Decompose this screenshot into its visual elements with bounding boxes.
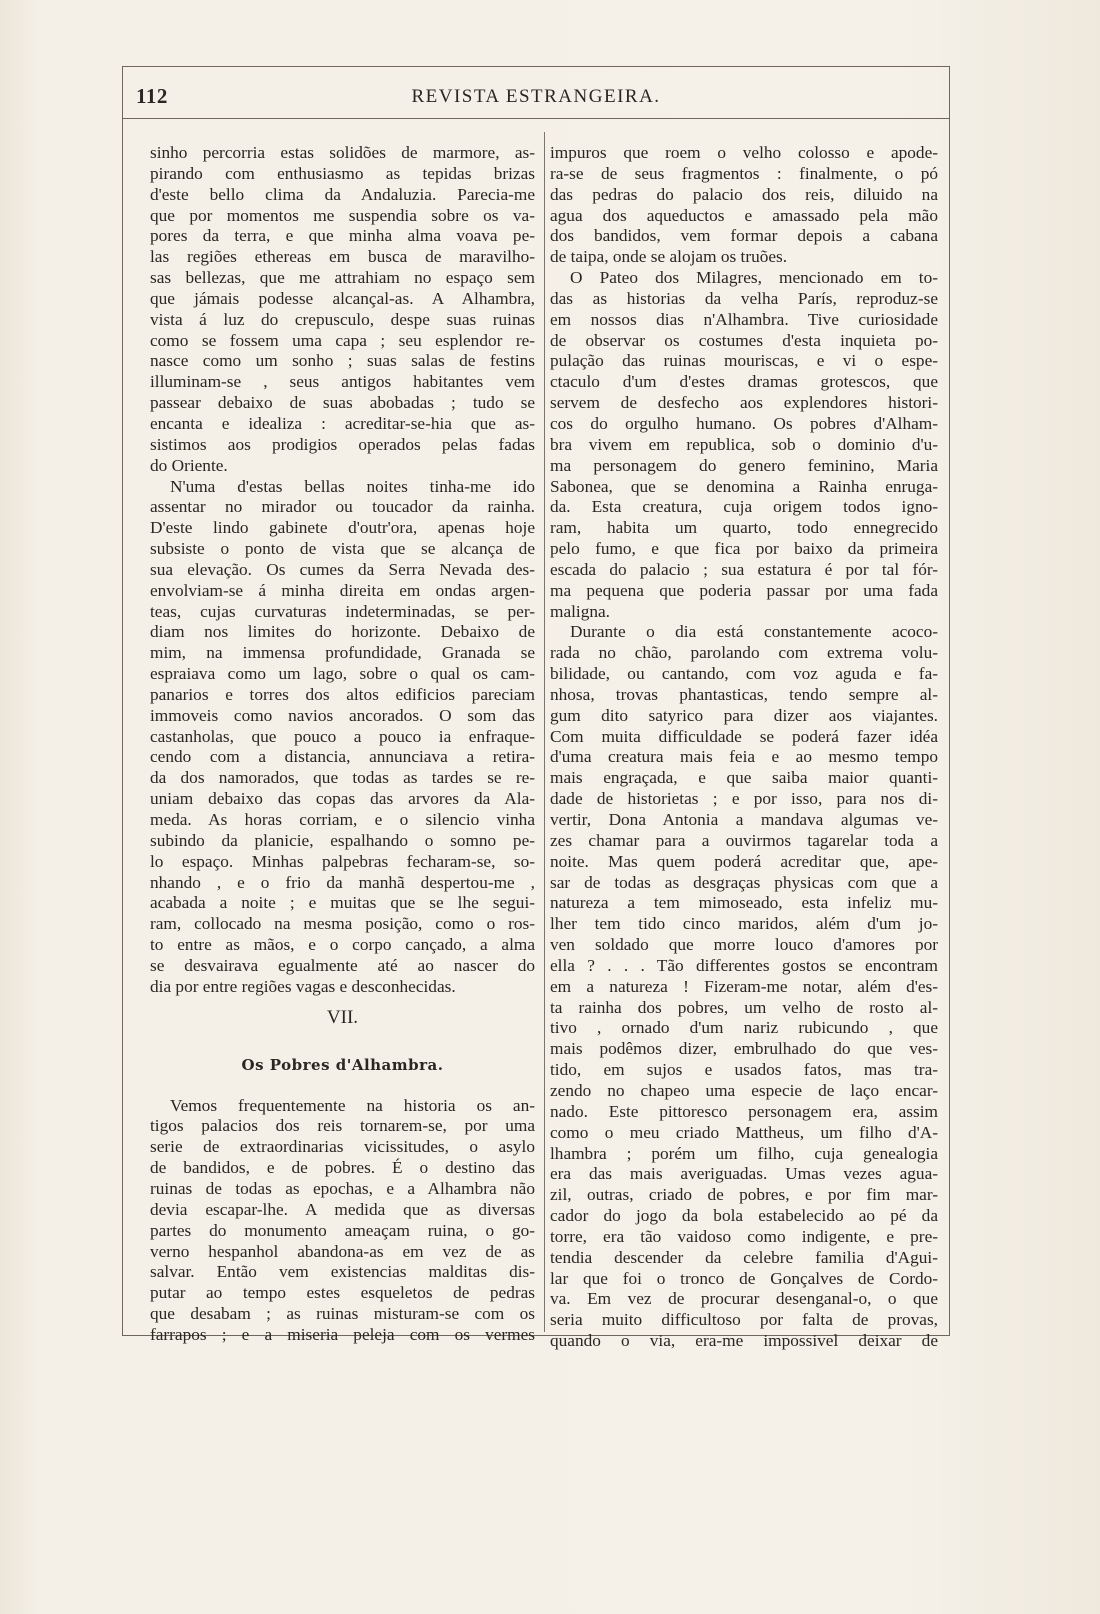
left-column — [150, 143, 535, 1346]
text-line: subsiste o ponto de vista que se alcança de — [150, 539, 535, 559]
text-line: se desvairava egualmente até ao nascer do — [150, 955, 535, 975]
text-line: encanta e idealiza : acreditar-se-hia que as- — [150, 413, 535, 433]
text-line: tivo , ornado d'um nariz rubicundo , que — [550, 1018, 938, 1038]
text-line: envolviam-se á minha direita em ondas argen- — [150, 580, 535, 600]
text-line: castanholas, que pouco a pouco ia enfraque- — [150, 726, 535, 746]
text-line: Com muita difficuldade se poderá fazer idéa — [550, 726, 938, 746]
section-title: Os Pobres d'Alhambra. — [241, 1055, 444, 1074]
text-line: panarios e torres dos altos edificios pareciam — [150, 684, 535, 704]
left-paragraph-3 — [150, 1096, 535, 1346]
text-line: maligna. — [550, 601, 610, 621]
text-line: nado. Este pittoresco personagem era, assim — [550, 1101, 938, 1121]
header-rule — [122, 118, 950, 119]
running-title: REVISTA ESTRANGEIRA. — [411, 86, 661, 107]
text-line: zes chamar para a ouvirmos tagarelar toda a — [550, 830, 938, 850]
text-line: natureza a tem mimoseado, esta infeliz mu- — [550, 893, 938, 913]
left-paragraph-1 — [150, 143, 535, 477]
text-line: de taipa, onde se alojam os truões. — [550, 247, 788, 267]
text-line: era das mais averiguadas. Umas vezes agua- — [550, 1164, 938, 1184]
text-line: cos do orgulho humano. Os pobres d'Alham- — [550, 413, 938, 433]
text-line: subindo da planicie, espalhando o somno pe- — [150, 830, 535, 850]
text-line: ram, habita um quarto, todo ennegrecido — [550, 518, 938, 538]
text-line: O Pateo dos Milagres, mencionado em to- — [570, 268, 938, 288]
text-line: mim, na immensa profundidade, Granada se — [150, 643, 535, 663]
left-paragraph-2 — [150, 477, 535, 998]
text-line: de observar os costumes d'esta inquieta po- — [550, 330, 938, 350]
text-line: verno hespanhol abandona-as em vez de as — [150, 1241, 535, 1261]
text-line: ma pequena que poderia passar por uma fada — [550, 580, 938, 600]
text-line: pores da terra, e que minha alma voava pe- — [150, 226, 535, 246]
text-line: acabada a noite ; e muitas que se lhe segui- — [150, 893, 535, 913]
text-line: da dos namorados, que todas as tardes se re- — [150, 768, 535, 788]
text-line: gum dito satyrico para dizer aos viajantes. — [550, 705, 938, 725]
page-number: 112 — [136, 84, 168, 108]
text-line: immoveis como navios ancorados. O som das — [150, 705, 535, 725]
text-line: ra-se de seus fragmentos : finalmente, o pó — [550, 163, 938, 183]
text-line: assentar no mirador ou toucador da rainha. — [150, 497, 535, 517]
text-line: em a natureza ! Fizeram-me notar, além d'es- — [550, 976, 938, 996]
text-line: cador do jogo da bola estabelecido ao pé da — [550, 1206, 938, 1226]
text-line: que desabam ; as ruinas misturam-se com os — [150, 1304, 535, 1324]
text-line: sistimos aos prodigios operados pelas fadas — [150, 434, 535, 454]
text-line: impuros que roem o velho colosso e apode- — [550, 143, 938, 162]
text-line: Vemos frequentemente na historia os an- — [170, 1095, 535, 1115]
text-line: ma personagem do genero feminino, Maria — [550, 455, 938, 475]
text-line: teas, cujas curvaturas indeterminadas, se per- — [150, 601, 535, 621]
text-line: dos bandidos, vem formar depois a cabana — [550, 226, 938, 246]
text-line: tendia descender da celebre familia d'Agui- — [550, 1247, 938, 1267]
text-line: dia por entre regiões vagas e desconhecidas. — [150, 976, 456, 996]
text-line: devia escapar-lhe. A medida que as diversas — [150, 1199, 535, 1219]
text-line: rada no chão, parolando com extrema volu- — [550, 643, 938, 663]
text-line: sas bellezas, que me attrahiam no espaço sem — [150, 268, 535, 288]
text-line: quando o via, era-me impossivel deixar de — [550, 1331, 938, 1351]
text-line: da. Esta creatura, cuja origem todos igno- — [550, 497, 938, 517]
right-column — [550, 143, 938, 1352]
text-line: to entre as mãos, e o corpo cançado, a alma — [150, 935, 535, 955]
text-line: noite. Mas quem poderá acreditar que, ape- — [550, 851, 938, 871]
text-line: mais engraçada, e que saiba maior quanti- — [550, 768, 938, 788]
text-line: servem de desfecho aos explendores histori- — [550, 393, 938, 413]
text-line: de bandidos, e de pobres. É o destino das — [150, 1158, 535, 1178]
text-line: como se fossem uma capa ; seu esplendor re- — [150, 330, 535, 350]
text-line: vista á luz do crepusculo, despe suas ruinas — [150, 309, 535, 329]
text-line: tido, em sujos e usados fatos, mas tra- — [550, 1060, 938, 1080]
text-line: bra vivem em republica, sob o dominio d'u- — [550, 434, 938, 454]
text-line: lhambra ; porém um filho, cuja genealogia — [550, 1143, 938, 1163]
text-line: pulação das ruinas mouriscas, e vi o espe- — [550, 351, 938, 371]
text-line: ella ? . . . Tão differentes gostos se encontram — [550, 955, 938, 975]
text-line: escada do palacio ; sua estatura é por tal fór- — [550, 559, 938, 579]
text-line: va. Em vez de procurar desenganal-o, o que — [550, 1289, 938, 1309]
text-line: lher tem tido cinco maridos, além d'um jo- — [550, 914, 938, 934]
text-line: ctaculo d'um d'estes dramas grotescos, que — [550, 372, 938, 392]
text-line: pirando com enthusiasmo as tepidas brizas — [150, 163, 535, 183]
right-paragraph-1 — [550, 143, 938, 268]
running-header — [122, 80, 950, 110]
text-line: lo espaço. Minhas palpebras fecharam-se, so- — [150, 851, 535, 871]
text-line: Durante o dia está constantemente acoco- — [570, 622, 938, 642]
text-line: dade de historietas ; e por isso, para nos di- — [550, 789, 938, 809]
column-divider — [544, 132, 545, 1332]
text-line: mais podêmos dizer, embrulhado do que ves- — [550, 1039, 938, 1059]
text-line: partes do monumento ameaçam ruina, o go- — [150, 1220, 535, 1240]
right-paragraph-2 — [550, 268, 938, 622]
text-line: nhando , e o frio da manhã despertou-me , — [150, 872, 535, 892]
text-line: serie de extraordinarias vicissitudes, o asylo — [150, 1137, 535, 1157]
text-line: das as historias da velha París, reproduz-se — [550, 288, 938, 308]
text-line: agua dos aqueductos e amassado pela mão — [550, 205, 938, 225]
text-line: das pedras do palacio dos reis, diluido na — [550, 184, 938, 204]
text-line: do Oriente. — [150, 455, 228, 475]
text-line: bilidade, ou cantando, com voz aguda e fa- — [550, 664, 938, 684]
text-line: uniam debaixo das copas das arvores da Ala- — [150, 789, 535, 809]
text-line: que por momentos me suspendia sobre os va- — [150, 205, 535, 225]
text-line: pelo fumo, e que fica por baixo da primeira — [550, 539, 938, 559]
text-line: d'este bello clima da Andaluzia. Parecia-me — [150, 184, 535, 204]
text-line: nasce como um sonho ; suas salas de festins — [150, 351, 535, 371]
text-line: espraiava como um lago, sobre o qual os cam- — [150, 664, 535, 684]
text-line: passear debaixo de suas abobadas ; tudo se — [150, 393, 535, 413]
text-line: que jámais podesse alcançal-as. A Alhambra, — [150, 288, 535, 308]
text-line: torre, era tão vaidoso como indigente, e pre- — [550, 1226, 938, 1246]
text-line: d'uma creatura mais feia e ao mesmo tempo — [550, 747, 938, 767]
text-line: ta rainha dos pobres, um velho de rosto al- — [550, 997, 938, 1017]
section-number: VII. — [326, 1006, 359, 1028]
text-line: zendo no chapeo uma especie de laço encar- — [550, 1080, 938, 1100]
text-line: ram, collocado na mesma posição, como o ros- — [150, 914, 535, 934]
text-line: como o meu criado Mattheus, um filho d'A- — [550, 1122, 938, 1142]
text-line: las regiões ethereas em busca de maravilho- — [150, 247, 535, 267]
text-line: farrapos ; e a miseria peleja com os vermes — [150, 1324, 535, 1344]
text-line: ven soldado que morre louco d'amores por — [550, 935, 938, 955]
text-line: tigos palacios dos reis tornarem-se, por uma — [150, 1116, 535, 1136]
text-line: seria muito difficultoso por falta de provas, — [550, 1310, 938, 1330]
text-line: Sabonea, que se denomina a Rainha enruga- — [550, 476, 938, 496]
text-line: diam nos limites do horizonte. Debaixo de — [150, 622, 535, 642]
text-line: sar de todas as desgraças physicas com que a — [550, 872, 938, 892]
text-line: nhosa, trovas phantasticas, tendo sempre al- — [550, 684, 938, 704]
text-line: N'uma d'estas bellas noites tinha-me ido — [170, 476, 535, 496]
text-line: em nossos dias n'Alhambra. Tive curiosidade — [550, 309, 938, 329]
text-line: sua elevação. Os cumes da Serra Nevada des- — [150, 559, 535, 579]
right-paragraph-3 — [550, 622, 938, 1352]
text-line: putar ao tempo estes esqueletos de pedras — [150, 1283, 535, 1303]
text-line: illuminam-se , seus antigos habitantes vem — [150, 372, 535, 392]
text-line: salvar. Então vem existencias malditas dis- — [150, 1262, 535, 1282]
text-line: ruinas de todas as epochas, e a Alhambra não — [150, 1178, 535, 1198]
text-line: D'este lindo gabinete d'outr'ora, apenas hoje — [150, 518, 535, 538]
text-line: lar que foi o tronco de Gonçalves de Cordo- — [550, 1268, 938, 1288]
text-line: meda. As horas corriam, e o silencio vinha — [150, 810, 535, 829]
text-line: cendo com a distancia, annunciava a retira- — [150, 747, 535, 767]
text-line: zil, outras, criado de pobres, e por fim mar- — [550, 1185, 938, 1205]
text-line: vertir, Dona Antonia a mandava algumas ve- — [550, 810, 938, 829]
text-line: sinho percorria estas solidões de marmore, as- — [150, 143, 535, 162]
